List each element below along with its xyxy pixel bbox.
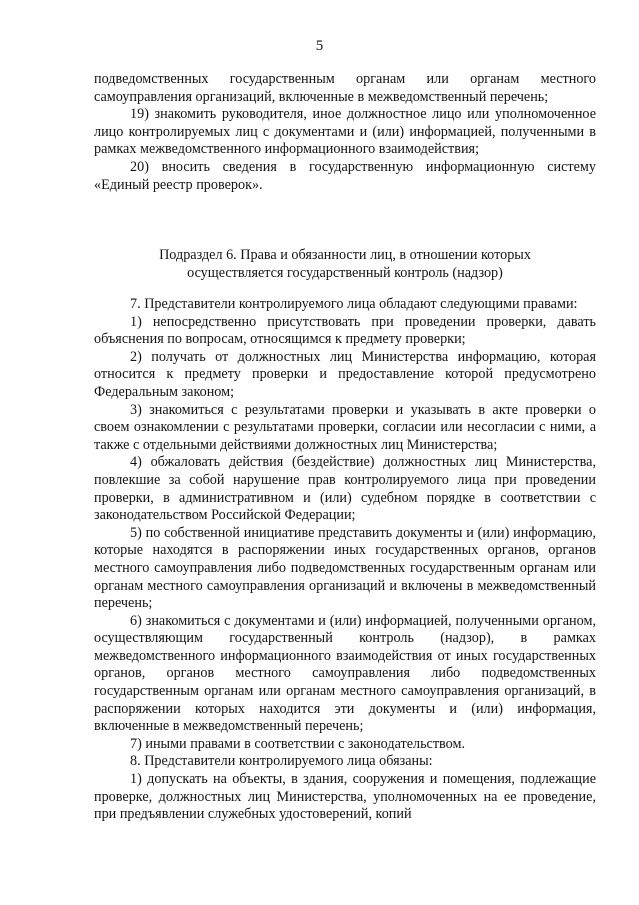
paragraph: 2) получать от должностных лиц Министерства информацию, которая относится к предмету проверки и предоставление которой предусмотрено Федеральным законом; (94, 348, 596, 400)
heading-line-2: осуществляется государственный контроль (надзор) (187, 265, 503, 281)
paragraph: 8. Представители контролируемого лица обязаны: (130, 753, 433, 770)
text-block-top (94, 71, 596, 194)
paragraph: 1) допускать на объекты, в здания, сооружения и помещения, подлежащие проверке, должностных лиц Министерства, уполномоченных на ее проведение, при предъявлении служебных удостоверений, копий (94, 771, 596, 823)
paragraph: подведомственных государственным органам или органам местного самоуправления организаций, включенные в межведомственный перечень; (94, 71, 596, 105)
paragraph: 7. Представители контролируемого лица обладают следующими правами: (130, 296, 578, 312)
text-block-main (94, 296, 596, 824)
paragraph: 20) вносить сведения в государственную информационную систему «Единый реестр проверок». (94, 158, 596, 193)
paragraph: 6) знакомиться с документами и (или) информацией, полученными органом, осуществляющим государственный контроль (надзор), в рамках межведомственного информационного взаимодействия от иных государственных органов, органов местного самоуправления либо подведомственных государственным органам или органам местного самоуправления организаций, в распоряжении которых находится эти документы и (или) информация, включенные в межведомственный перечень; (94, 612, 596, 735)
heading-line-1: Подраздел 6. Права и обязанности лиц, в отношении которых (159, 247, 531, 263)
page-number: 5 (315, 38, 324, 54)
paragraph: 5) по собственной инициативе представить документы и (или) информацию, которые находятся в распоряжении иных государственных органов, органов местного самоуправления либо подведомственных государственным органам или органам местного самоуправления организаций и включены в межведомственный перечень; (94, 524, 596, 612)
subsection-heading (94, 246, 596, 282)
paragraph: 4) обжаловать действия (бездействие) должностных лиц Министерства, повлекшие за собой нарушение прав контролируемого лица при проведении проверки, в административном и (или) судебном порядке в соответствии с законодательством Российской Федерации; (94, 454, 596, 524)
paragraph: 19) знакомить руководителя, иное должностное лицо или уполномоченное лицо контролируемых лиц с документами и (или) информацией, полученными в рамках межведомственного информационного взаимодействия; (94, 106, 596, 158)
paragraph: 3) знакомиться с результатами проверки и указывать в акте проверки о своем ознакомлении с результатами проверки, согласии или несогласии с ними, а также с отдельными действиями должностных лиц Министерства; (94, 401, 596, 453)
paragraph: 1) непосредственно присутствовать при проведении проверки, давать объяснения по вопросам, относящимся к предмету проверки; (94, 313, 596, 348)
paragraph: 7) иными правами в соответствии с законодательством. (130, 735, 465, 752)
